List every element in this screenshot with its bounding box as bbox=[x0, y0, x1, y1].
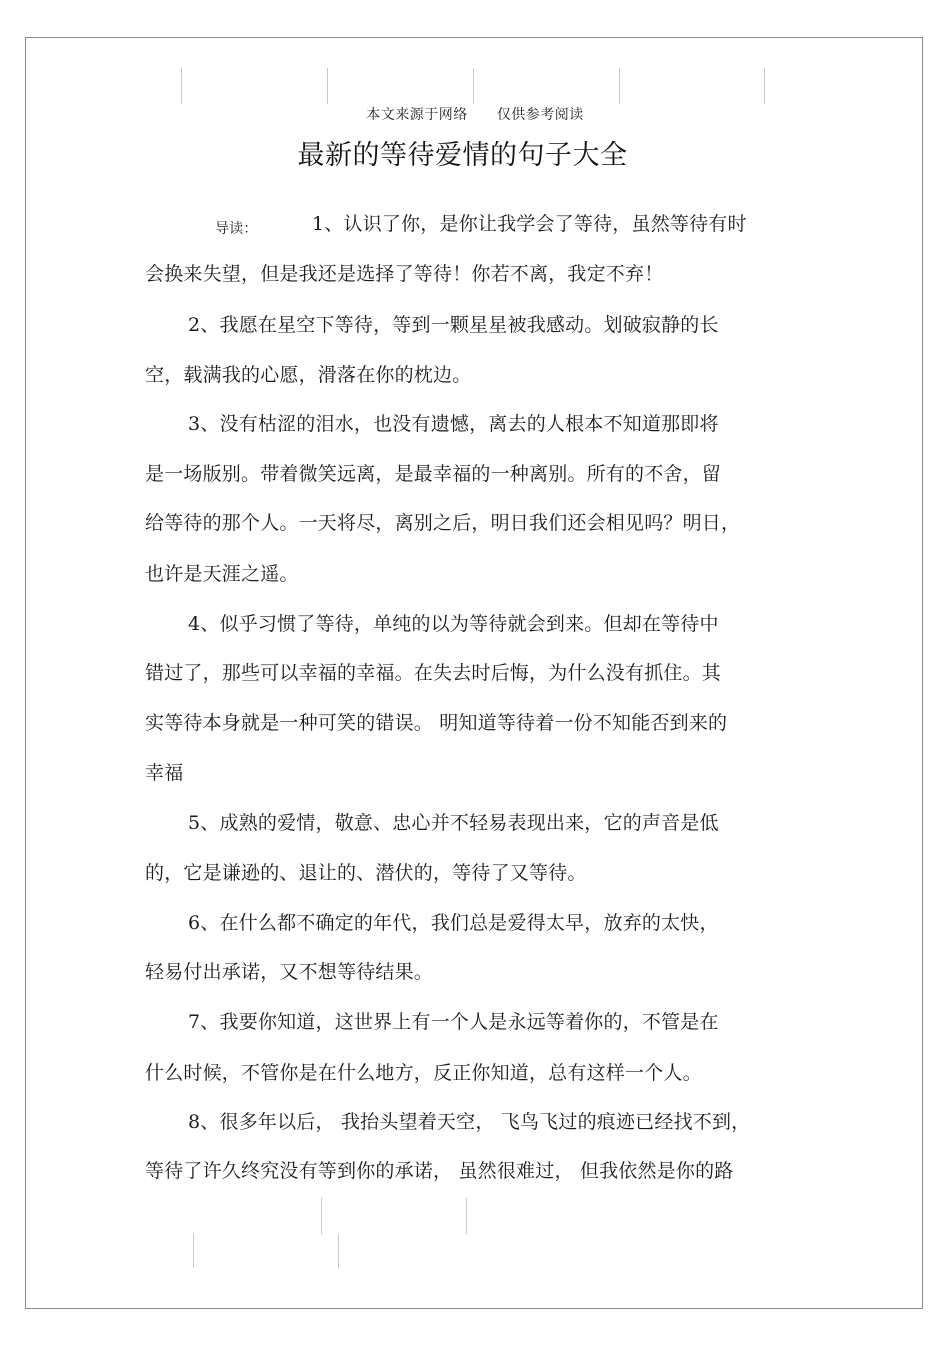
body-line-8: 也许是天涯之遥。 bbox=[145, 563, 299, 585]
body-line-19: 8、很多年以后， 我抬头望着天空， 飞鸟飞过的痕迹已经找不到， bbox=[188, 1111, 751, 1133]
body-line-14: 的，它是谦逊的、退让的、潜伏的，等待了又等待。 bbox=[145, 862, 587, 884]
body-line-3: 2、我愿在星空下等待，等到一颗星星被我感动。划破寂静的长 bbox=[188, 314, 719, 336]
page-title: 最新的等待爱情的句子大全 bbox=[297, 140, 628, 171]
body-line-17: 7、我要你知道，这世界上有一个人是永远等着你的，不管是在 bbox=[188, 1011, 719, 1033]
source-note-text: 本文来源于网络 bbox=[366, 107, 468, 123]
body-line-4: 空，载满我的心愿，滑落在你的枕边。 bbox=[145, 364, 472, 386]
body-line-16: 轻易付出承诺，又不想等待结果。 bbox=[145, 961, 434, 983]
body-line-13: 5、成熟的爱情，敬意、忠心并不轻易表现出来，它的声音是低 bbox=[188, 812, 719, 834]
bottom-tick-4 bbox=[338, 1234, 339, 1268]
source-note bbox=[0, 104, 950, 124]
bottom-tick-3 bbox=[193, 1234, 194, 1268]
body-line-10: 错过了，那些可以幸福的幸福。在失去时后悔，为什么没有抓住。其 bbox=[145, 662, 722, 684]
top-tick-3 bbox=[473, 68, 474, 104]
reference-note-text: 仅供参考阅读 bbox=[496, 107, 584, 123]
body-line-18: 什么时候，不管你是在什么地方，反正你知道，总有这样一个人。 bbox=[145, 1062, 702, 1084]
body-line-6: 是一场版别。带着微笑远离，是最幸福的一种离别。所有的不舍，留 bbox=[145, 463, 722, 485]
body-line-9: 4、似乎习惯了等待，单纯的以为等待就会到来。但却在等待中 bbox=[188, 613, 719, 635]
intro-label: 导读： bbox=[215, 221, 258, 237]
body-line-15: 6、在什么都不确定的年代，我们总是爱得太早，放弃的太快， bbox=[188, 912, 719, 934]
body-line-2: 会换来失望，但是我还是选择了等待！你若不离，我定不弃！ bbox=[145, 263, 664, 285]
body-line-1: 1、认识了你，是你让我学会了等待，虽然等待有时 bbox=[312, 213, 747, 235]
top-tick-1 bbox=[181, 68, 182, 104]
top-tick-2 bbox=[327, 68, 328, 104]
top-tick-4 bbox=[619, 68, 620, 104]
body-line-20: 等待了许久终究没有等到你的承诺， 虽然很难过， 但我依然是你的路 bbox=[145, 1160, 734, 1182]
body-line-12: 幸福 bbox=[145, 762, 184, 784]
bottom-tick-1 bbox=[321, 1198, 322, 1234]
top-tick-5 bbox=[764, 68, 765, 104]
body-line-7: 给等待的那个人。一天将尽，离别之后，明日我们还会相见吗？明日， bbox=[145, 512, 741, 534]
body-line-11: 实等待本身就是一种可笑的错误。 明知道等待着一份不知能否到来的 bbox=[145, 712, 728, 734]
bottom-tick-2 bbox=[466, 1198, 467, 1234]
body-line-5: 3、没有枯涩的泪水，也没有遗憾，离去的人根本不知道那即将 bbox=[188, 413, 719, 435]
